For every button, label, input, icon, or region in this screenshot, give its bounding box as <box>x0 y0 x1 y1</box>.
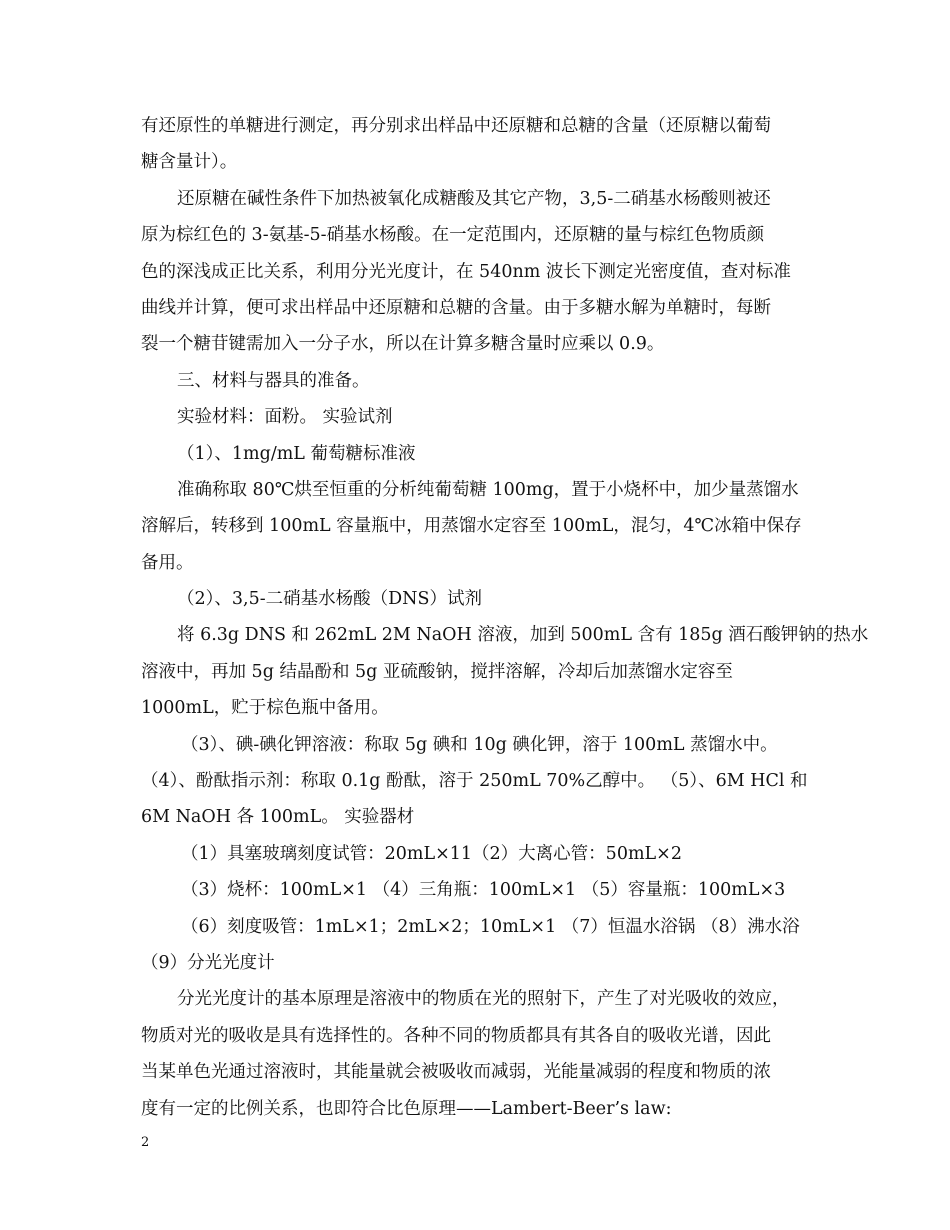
text-line: 将 6.3g DNS 和 262mL 2M NaOH 溶液，加到 500mL 含有 185g 酒石酸钾钠的热水 <box>177 625 869 646</box>
text-line: （4）、酚酞指示剂：称取 0.1g 酚酞，溶于 250mL 70%乙醇中。 （5）、6M HCl 和 <box>141 771 808 792</box>
text-line: （2）、3,5-二硝基水杨酸（DNS）试剂 <box>177 589 482 610</box>
text-line: 备用。 <box>141 552 194 573</box>
text-line: 当某单色光通过溶液时，其能量就会被吸收而减弱，光能量减弱的程度和物质的浓 <box>141 1062 771 1083</box>
text-line: 1000mL，贮于棕色瓶中备用。 <box>141 698 389 719</box>
text-line: 还原糖在碱性条件下加热被氧化成糖酸及其它产物，3,5-二硝基水杨酸则被还 <box>177 188 771 209</box>
text-line: 6M NaOH 各 100mL。 实验器材 <box>141 807 415 828</box>
text-line: 裂一个糖苷键需加入一分子水，所以在计算多糖含量时应乘以 0.9。 <box>141 334 665 355</box>
text-line: （9）分光光度计 <box>141 952 275 973</box>
text-line: 分光光度计的基本原理是溶液中的物质在光的照射下，产生了对光吸收的效应， <box>177 989 790 1010</box>
text-line: 有还原性的单糖进行测定，再分别求出样品中还原糖和总糖的含量（还原糖以葡萄 <box>141 116 771 136</box>
text-line: （1）、1mg/mL 葡萄糖标准液 <box>177 443 416 464</box>
text-line: 曲线并计算，便可求出样品中还原糖和总糖的含量。由于多糖水解为单糖时，每断 <box>141 297 771 318</box>
text-line: 准确称取 80℃烘至恒重的分析纯葡萄糖 100mg，置于小烧杯中，加少量蒸馏水 <box>177 479 799 500</box>
text-line: 色的深浅成正比关系，利用分光光度计，在 540nm 波长下测定光密度值，查对标准 <box>141 261 791 282</box>
text-line: 度有一定的比例关系，也即符合比色原理——Lambert-Beer’s law: <box>141 1098 672 1119</box>
text-line: 溶液中，再加 5g 结晶酚和 5g 亚硫酸钠，搅拌溶解，冷却后加蒸馏水定容至 <box>141 661 733 682</box>
text-line: 原为棕红色的 3-氨基-5-硝基水杨酸。在一定范围内，还原糖的量与棕红色物质颜 <box>141 225 765 246</box>
page-number: 2 <box>141 1135 150 1150</box>
text-line: 物质对光的吸收是具有选择性的。各种不同的物质都具有其各自的吸收光谱，因此 <box>141 1025 771 1046</box>
text-line: 溶解后，转移到 100mL 容量瓶中，用蒸馏水定容至 100mL，混匀，4℃冰箱中保存 <box>141 516 802 537</box>
text-line: （3）烧杯：100mL×1 （4）三角瓶：100mL×1 （5）容量瓶：100mL×3 <box>181 880 786 901</box>
text-line: （6）刻度吸管：1mL×1；2mL×2；10mL×1 （7）恒温水浴锅 （8）沸水浴 <box>181 916 800 937</box>
text-line: 糖含量计）。 <box>141 152 238 173</box>
section-heading: 三、材料与器具的准备。 <box>177 370 370 391</box>
text-line: （3）、碘-碘化钾溶液：称取 5g 碘和 10g 碘化钾，溶于 100mL 蒸馏水中。 <box>181 734 778 755</box>
body-text <box>141 108 869 1127</box>
text-line: （1）具塞玻璃刻度试管：20mL×11（2）大离心管：50mL×2 <box>181 843 682 864</box>
text-line: 实验材料：面粉。 实验试剂 <box>177 407 393 428</box>
